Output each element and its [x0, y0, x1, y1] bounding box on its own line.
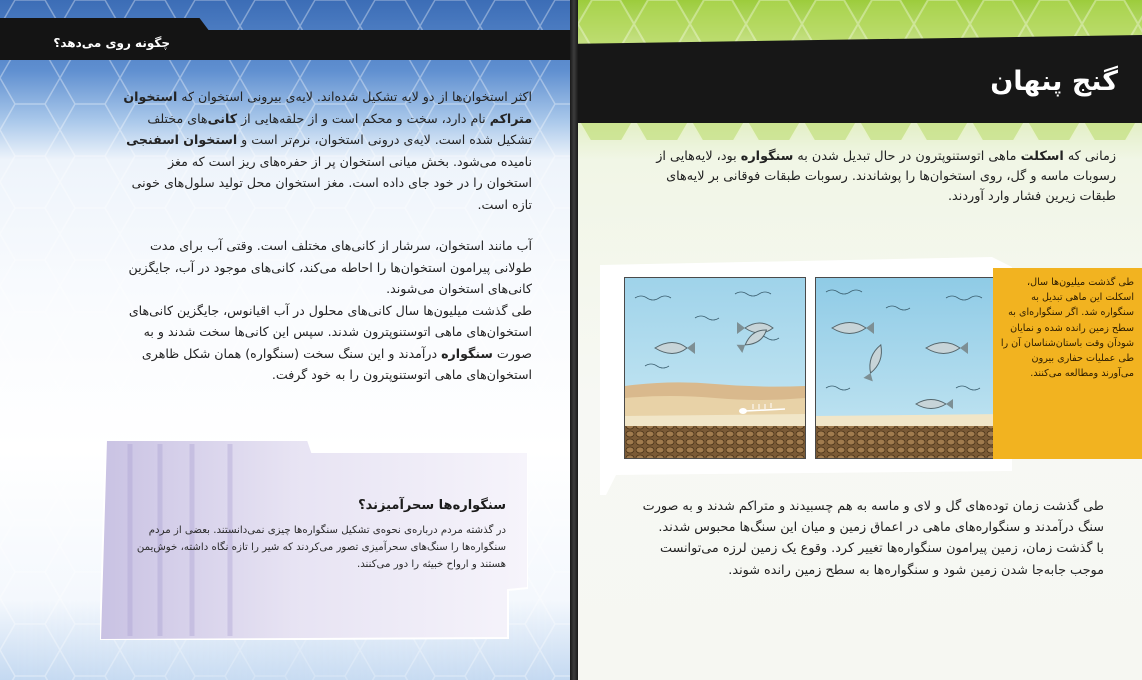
- term-fossil: سنگواره: [441, 345, 493, 361]
- text-run: بود، لایه‌هایی از رسوبات ماسه و گل، روی استخوان‌ها را پوشاندند. رسوبات طبقات فوقانی بر لایه‌های طبقات زیرین فشار وارد آوردند.: [656, 149, 1116, 204]
- intro-paragraph: [646, 147, 1116, 207]
- text-run: نامیده می‌شود. بخش میانی استخوان پر از حفره‌های ریز است که مغز استخوان را در خود جای داده است. مغز استخوان محل تولید سلول‌های خونی تازه است.: [131, 153, 532, 212]
- left-page: [0, 0, 570, 680]
- text-run: نام دارد، سخت و محکم است و از حلقه‌هایی از: [237, 110, 490, 126]
- caption-text: طی گذشت میلیون‌ها سال، اسکلت این ماهی تبدیل به سنگواره شد. اگر سنگواره‌ای به سطح زمین رانده شده و نمایان شودآن وقت باستان‌شناسان آن را طی عملیات حفاری بیرون می‌آورند ومطالعه می‌کنند.: [1000, 277, 1134, 380]
- text-run: اکثر استخوان‌ها از دو لایه تشکیل شده‌اند. لایه‌ی بیرونی استخوان که: [177, 89, 532, 104]
- term-spongy-bone: استخوان اسفنجی: [126, 132, 238, 147]
- page-title: گنج پنهان: [990, 66, 1118, 97]
- text-run: ماهی اتوستنوپترون در حال تبدیل شدن به: [793, 149, 1021, 164]
- book-spine: [570, 0, 578, 680]
- caption-box: [993, 268, 1142, 459]
- paragraph-water-minerals: آب مانند استخوان، سرشار از کانی‌های مختلف است. وقتی آب برای مدت طولانی پیرامون استخوان‌ها را احاطه می‌کند، کانی‌های موجود در آب، جایگزین کانی‌های استخوان می‌شوند.: [128, 238, 532, 296]
- scene-fish-skeleton-buried: [624, 277, 806, 459]
- term-mineral: کانی: [207, 110, 238, 126]
- text-run: طی گذشت میلیون‌ها سال کانی‌های محلول در آب اقیانوس، جایگزین کانی‌های استخوان‌های ماهی اتوستنوپترون شدند. سپس این کانی‌ها سخت شدند و به صورت: [128, 302, 532, 361]
- paragraph-earthquake: با گذشت زمان، زمین پیرامون سنگواره‌ها تغییر کرد. وقوع یک زمین لرزه می‌توانست موجب جابه‌جا شدن زمین شود و سنگواره‌ها به سطح زمین رانده شوند.: [660, 541, 1104, 578]
- text-run: ‌های مختلف تشکیل شده است. لایه‌ی درونی استخوان، نرم‌تر است و: [147, 110, 532, 147]
- paragraph-sediment: طی گذشت زمان توده‌های گل و لای و ماسه به هم چسبیدند و متراکم شدند و به صورت سنگ درآمدند و سنگواره‌های ماهی در اعماق زمین و میان این سنگ‌ها محبوس شدند.: [642, 499, 1104, 536]
- info-box-text: در گذشته مردم درباره‌ی نحوه‌ی تشکیل سنگواره‌ها چیزی نمی‌دانستند. بعضی از مردم سنگواره‌ها را سنگ‌های سحرآمیزی تصور می‌کردند که شیر را تازه نگاه داشته، خوش‌یمن هستند و ارواح خبیثه را دور می‌کنند.: [136, 525, 506, 570]
- info-box-magic-fossils: [100, 440, 528, 640]
- paragraph-bone-layers: [120, 86, 532, 215]
- term-compact-bone: استخوان متراکم: [123, 89, 532, 126]
- left-article: [120, 86, 532, 386]
- info-box-title: سنگواره‌ها سحرآمیزند؟: [358, 498, 506, 513]
- fossilization-illustration: [600, 257, 1012, 495]
- section-header-title: چگونه روی می‌دهد؟: [53, 36, 170, 50]
- text-run: درآمدند و این سنگ سخت (سنگواره) همان شکل ظاهری استخوان‌های ماهی اتوستنوپترون را به خود گرفت.: [141, 345, 532, 382]
- term-fossil: سنگواره: [740, 149, 794, 164]
- text-run: زمانی که: [1063, 149, 1116, 164]
- outro-text: [624, 496, 1104, 581]
- term-skeleton: اسکلت: [1020, 149, 1064, 164]
- scene-fish-swimming: [815, 277, 1005, 459]
- paragraph-fossil-formation: [120, 300, 532, 386]
